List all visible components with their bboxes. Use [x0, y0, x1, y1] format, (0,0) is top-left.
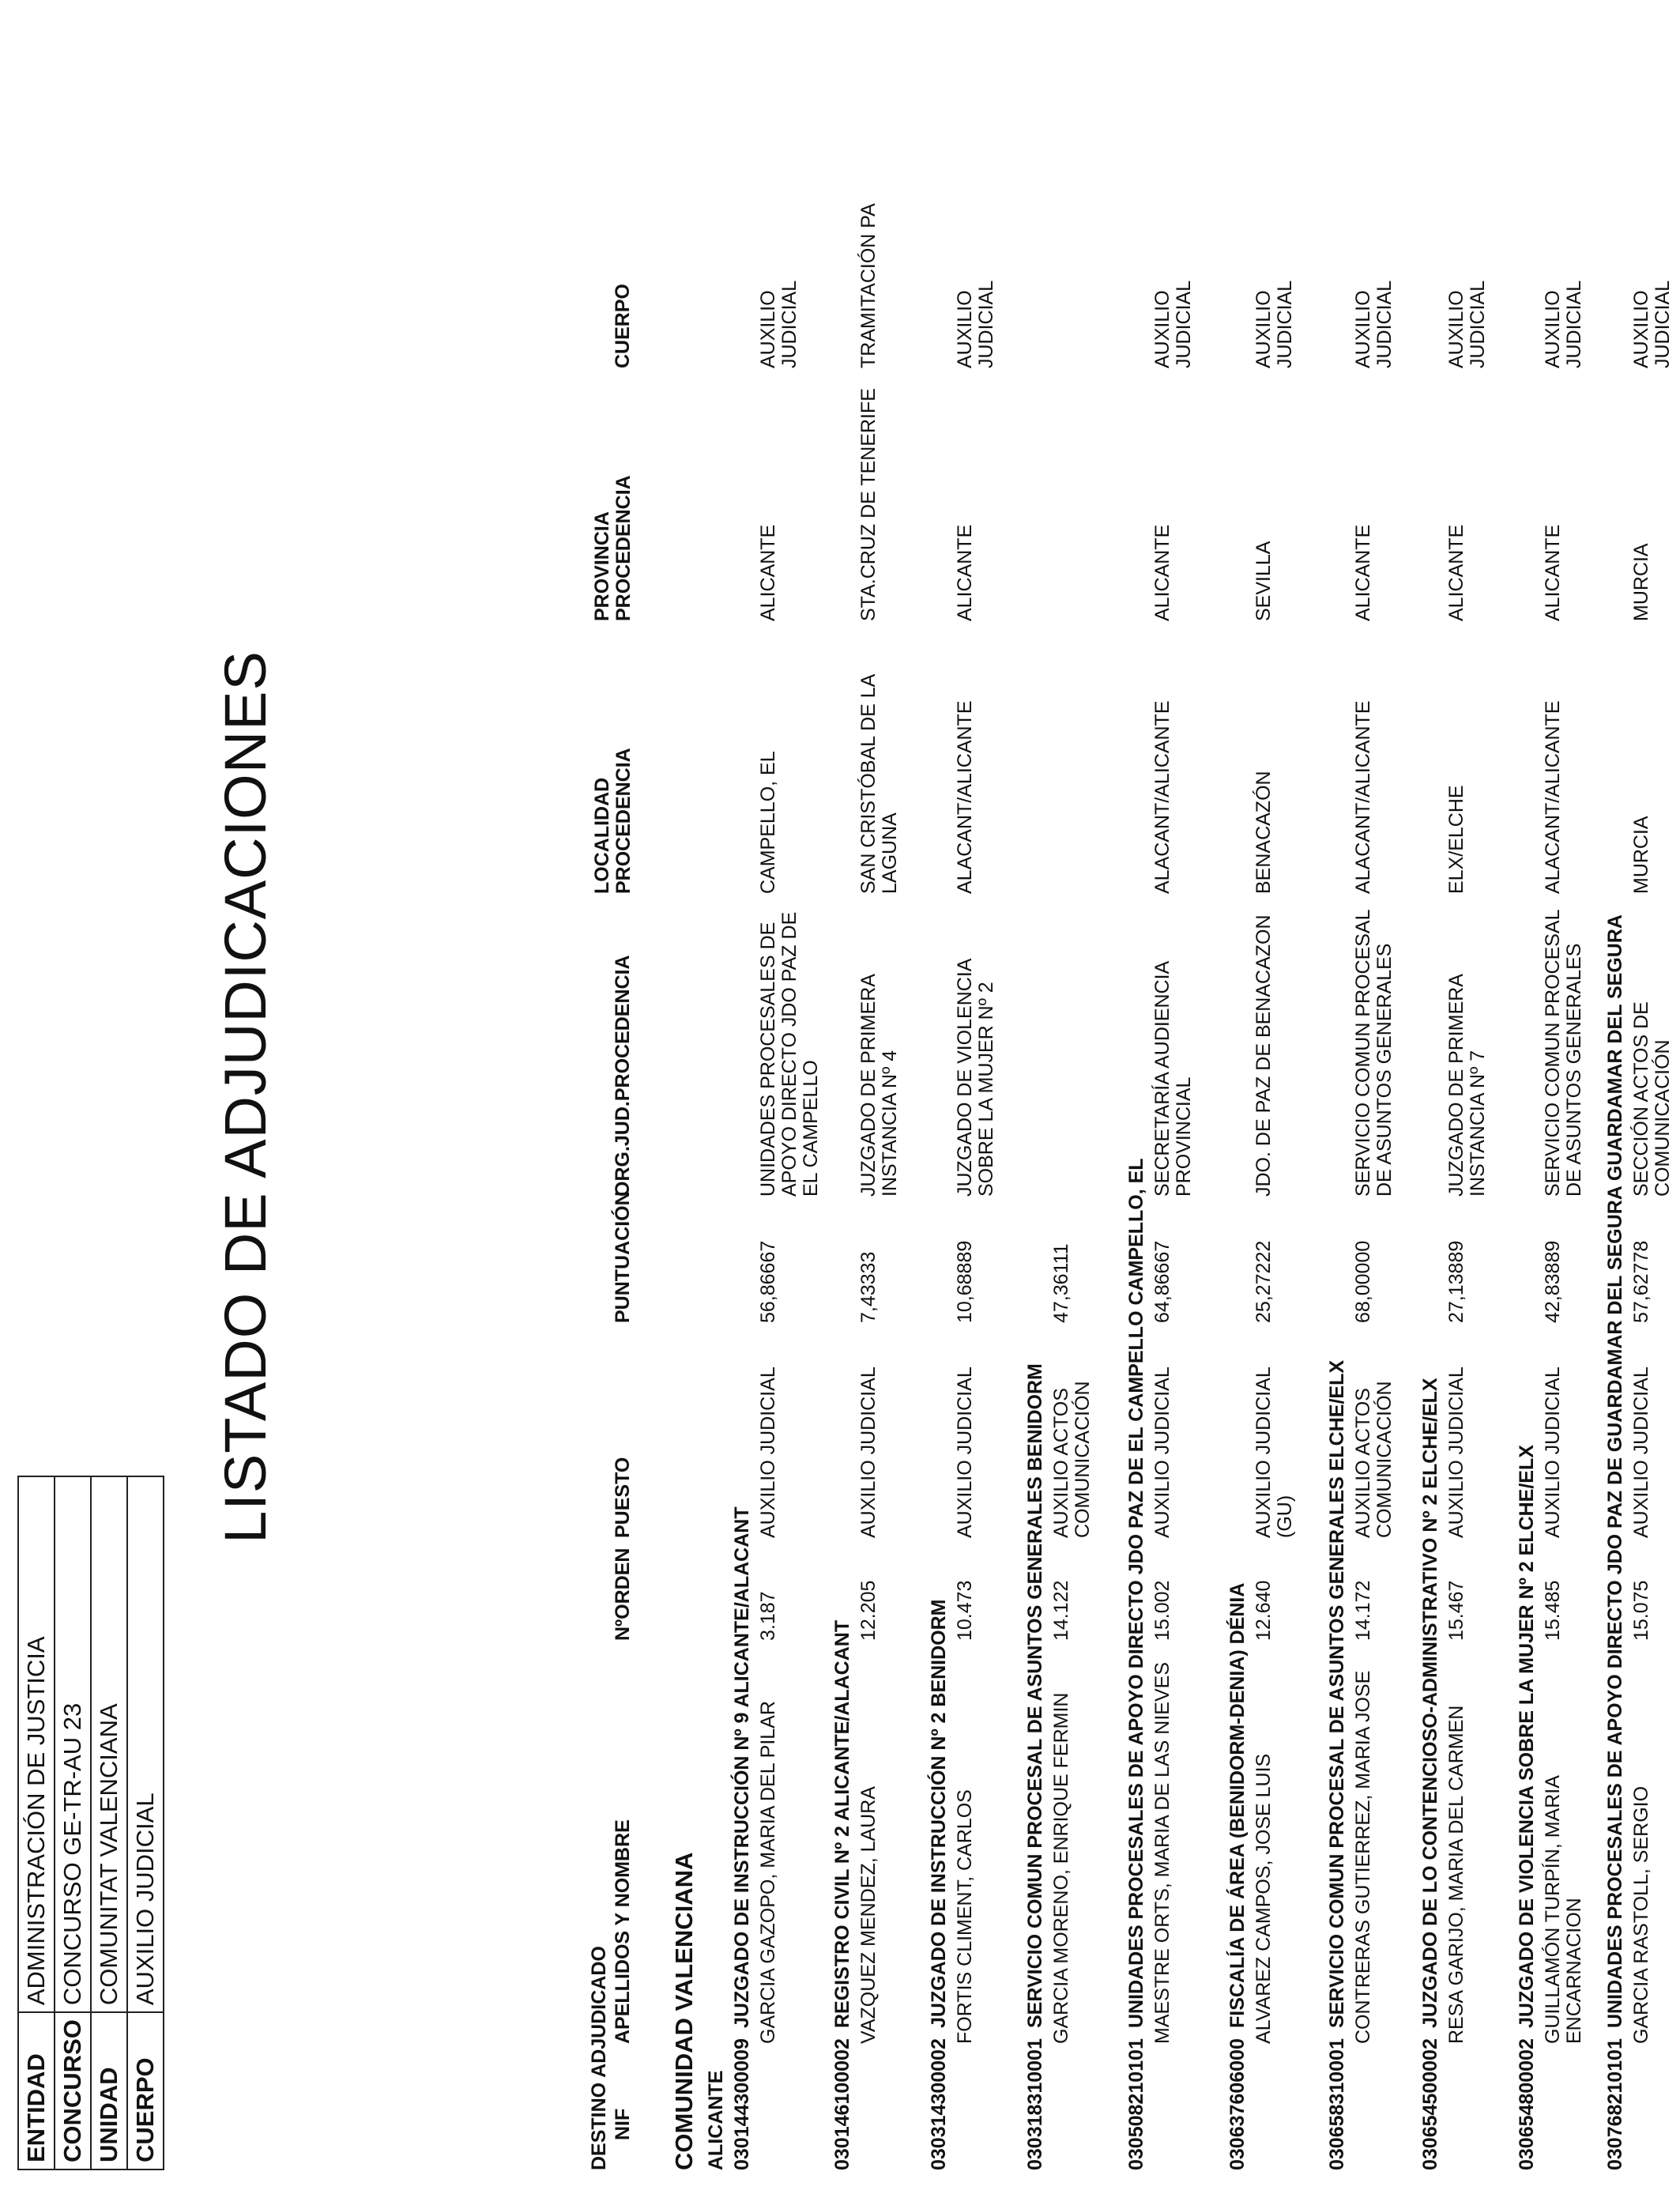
header-cuerpo: CUERPO — [612, 284, 634, 368]
header-destino: DESTINO ADJUDICADO — [588, 1946, 610, 2170]
destination-name: JUZGADO DE VIOLENCIA SOBRE LA MUJER Nº 2 ELCHE/ELX — [1516, 1445, 1538, 2028]
origin-province: STA.CRUZ DE TENERIFE — [857, 388, 880, 621]
score: 56,86667 — [757, 1240, 779, 1323]
origin-province: MURCIA — [1630, 543, 1652, 621]
post: AUXILIO JUDICIAL (GU) — [1252, 1367, 1296, 1538]
info-label: ENTIDAD — [18, 2012, 55, 2169]
origin-locality: SAN CRISTÓBAL DE LA LAGUNA — [857, 675, 901, 894]
header-norden: NºORDEN — [612, 1547, 634, 1641]
origin-locality: ALACANT/ALICANTE — [954, 700, 976, 894]
destination-name: SERVICIO COMUN PROCESAL DE ASUNTOS GENERALES ELCHE/ELX — [1326, 1359, 1348, 2028]
origin-locality: MURCIA — [1630, 816, 1652, 894]
header-provincia: PROVINCIA PROCEDENCIA — [591, 475, 635, 621]
order-number: 15.075 — [1630, 1580, 1652, 1641]
destination-heading — [928, 1600, 951, 2171]
origin-court: SERVICIO COMUN PROCESAL DE ASUNTOS GENERALES — [1542, 910, 1585, 1197]
applicant-name: FORTIS CLIMENT, CARLOS — [954, 1789, 976, 2044]
header-nif: NIF — [612, 2108, 634, 2140]
origin-province: ALICANTE — [757, 524, 779, 621]
destination-code: 030318310001 — [1024, 2038, 1046, 2170]
info-label: CUERPO — [127, 2012, 164, 2169]
order-number: 10.473 — [954, 1580, 976, 1641]
applicant-name: GARCIA GAZOPO, MARIA DEL PILAR — [757, 1701, 779, 2044]
origin-court: JDO. DE PAZ DE BENACAZON — [1252, 914, 1275, 1197]
header-apellidos: APELLIDOS Y NOMBRE — [612, 1819, 634, 2044]
destination-name: UNIDADES PROCESALES DE APOYO DIRECTO JDO PAZ DE GUARDAMAR DEL SEGURA GUARDAMAR DEL SEGURA — [1604, 914, 1626, 2028]
origin-province: ALICANTE — [1445, 524, 1467, 621]
destination-name: JUZGADO DE LO CONTENCIOSO-ADMINISTRATIVO Nº 2 ELCHE/ELX — [1419, 1378, 1441, 2028]
applicant-name: CONTRERAS GUTIERREZ, MARIA JOSE — [1352, 1670, 1374, 2044]
origin-province: SEVILLA — [1252, 541, 1275, 621]
applicant-name: GARCIA MORENO, ENRIQUE FERMIN — [1050, 1692, 1072, 2044]
info-row — [91, 1476, 127, 2169]
applicant-name: RESA GARIJO, MARIA DEL CARMEN — [1445, 1705, 1467, 2044]
destination-heading — [1604, 914, 1627, 2170]
destination-code: 030508210101 — [1125, 2038, 1147, 2170]
origin-locality: ELX/ELCHE — [1445, 785, 1467, 894]
order-number: 15.485 — [1542, 1580, 1564, 1641]
destination-code: 030768210101 — [1604, 2038, 1626, 2170]
header-puesto: PUESTO — [612, 1457, 634, 1538]
score: 68,00000 — [1352, 1240, 1374, 1323]
info-label: UNIDAD — [91, 2012, 127, 2169]
applicant-name: GUILLAMÓN TURPÍN, MARIA ENCARNACION — [1542, 1776, 1585, 2044]
score: 47,36111 — [1050, 1243, 1072, 1323]
info-value: AUXILIO JUDICIAL — [127, 1476, 164, 2012]
post: AUXILIO JUDICIAL — [857, 1367, 880, 1538]
destination-code: 030146100002 — [831, 2038, 853, 2170]
destination-heading — [1326, 1360, 1349, 2170]
origin-province: ALICANTE — [1352, 524, 1374, 621]
destination-heading — [731, 1506, 754, 2170]
origin-court: SECRETARÍA AUDIENCIA PROVINCIAL — [1151, 962, 1195, 1197]
score: 25,27222 — [1252, 1240, 1275, 1323]
body: AUXILIO JUDICIAL — [1151, 280, 1195, 368]
applicant-name: ALVAREZ CAMPOS, JOSE LUIS — [1252, 1753, 1275, 2044]
body: TRAMITACIÓN PA — [857, 203, 880, 368]
body: AUXILIO JUDICIAL — [1630, 280, 1674, 368]
post: AUXILIO JUDICIAL — [954, 1367, 976, 1538]
header-puntuacion: PUNTUACIÓN — [612, 1191, 634, 1323]
destination-heading — [1419, 1378, 1442, 2170]
order-number: 12.640 — [1252, 1580, 1275, 1641]
score: 7,43333 — [857, 1251, 880, 1323]
destination-heading — [1516, 1445, 1539, 2170]
post: AUXILIO JUDICIAL — [757, 1367, 779, 1538]
applicant-name: GARCIA RASTOLL, SERGIO — [1630, 1785, 1652, 2044]
info-value: COMUNITAT VALENCIANA — [91, 1476, 127, 2012]
destination-code: 030658310001 — [1326, 2038, 1348, 2170]
post: AUXILIO JUDICIAL — [1445, 1367, 1467, 1538]
region-heading: COMUNIDAD VALENCIANA — [670, 1852, 698, 2170]
info-value: CONCURSO GE-TR-AU 23 — [55, 1476, 91, 2012]
origin-province: ALICANTE — [1151, 524, 1173, 621]
score: 57,62778 — [1630, 1240, 1652, 1323]
origin-province: ALICANTE — [954, 524, 976, 621]
province-heading: ALICANTE — [705, 2070, 727, 2170]
destination-name: JUZGADO DE INSTRUCCIÓN Nº 9 ALICANTE/ALACANT — [731, 1506, 753, 2028]
origin-court: SECCIÓN ACTOS DE COMUNICACIÓN — [1630, 1001, 1674, 1197]
destination-name: FISCALÍA DE ÁREA (BENIDORM-DENIA) DÉNIA — [1226, 1582, 1249, 2028]
origin-court: JUZGADO DE VIOLENCIA SOBRE LA MUJER Nº 2 — [954, 959, 997, 1197]
header-org: ORG.JUD.PROCEDENCIA — [612, 955, 634, 1197]
score: 42,83889 — [1542, 1240, 1564, 1323]
origin-locality: BENACAZÓN — [1252, 771, 1275, 894]
order-number: 15.467 — [1445, 1580, 1467, 1641]
origin-locality: ALACANT/ALICANTE — [1151, 700, 1173, 894]
destination-code: 030144300009 — [731, 2038, 753, 2170]
origin-locality: ALACANT/ALICANTE — [1542, 700, 1564, 894]
post: AUXILIO JUDICIAL — [1630, 1367, 1652, 1538]
body: AUXILIO JUDICIAL — [1352, 280, 1396, 368]
header-localidad: LOCALIDAD PROCEDENCIA — [591, 748, 635, 894]
destination-name: UNIDADES PROCESALES DE APOYO DIRECTO JDO PAZ DE EL CAMPELLO CAMPELLO, EL — [1125, 1158, 1147, 2028]
post: AUXILIO JUDICIAL — [1542, 1367, 1564, 1538]
post: AUXILIO JUDICIAL — [1151, 1367, 1173, 1538]
body: AUXILIO JUDICIAL — [1445, 280, 1489, 368]
applicant-name: VAZQUEZ MENDEZ, LAURA — [857, 1786, 880, 2044]
post: AUXILIO ACTOS COMUNICACIÓN — [1050, 1381, 1094, 1538]
order-number: 3.187 — [757, 1591, 779, 1641]
body: AUXILIO JUDICIAL — [757, 280, 800, 368]
page-title: LISTADO DE ADJUDICACIONES — [213, 650, 278, 1544]
post: AUXILIO ACTOS COMUNICACIÓN — [1352, 1381, 1396, 1538]
destination-code: 030637606000 — [1226, 2038, 1249, 2170]
order-number: 12.205 — [857, 1580, 880, 1641]
info-value: ADMINISTRACIÓN DE JUSTICIA — [18, 1476, 55, 2012]
order-number: 15.002 — [1151, 1580, 1173, 1641]
score: 64,86667 — [1151, 1240, 1173, 1323]
score: 27,13889 — [1445, 1240, 1467, 1323]
body: AUXILIO JUDICIAL — [1252, 280, 1296, 368]
destination-heading — [1125, 1158, 1148, 2170]
order-number: 14.122 — [1050, 1580, 1072, 1641]
body: AUXILIO JUDICIAL — [1542, 280, 1585, 368]
order-number: 14.172 — [1352, 1580, 1374, 1641]
destination-heading — [1226, 1583, 1249, 2170]
score: 10,68889 — [954, 1240, 976, 1323]
info-row — [55, 1476, 91, 2169]
destination-heading — [831, 1620, 854, 2170]
origin-court: UNIDADES PROCESALES DE APOYO DIRECTO JDO PAZ DE EL CAMPELLO — [757, 911, 822, 1197]
origin-court: JUZGADO DE PRIMERA INSTANCIA Nº 4 — [857, 974, 901, 1197]
destination-name: REGISTRO CIVIL Nº 2 ALICANTE/ALACANT — [831, 1619, 853, 2028]
origin-court: SERVICIO COMUN PROCESAL DE ASUNTOS GENERALES — [1352, 910, 1396, 1197]
info-label: CONCURSO — [55, 2012, 91, 2169]
applicant-name: MAESTRE ORTS, MARIA DE LAS NIEVES — [1151, 1662, 1173, 2044]
destination-heading — [1024, 1363, 1047, 2170]
origin-province: ALICANTE — [1542, 524, 1564, 621]
destination-code: 030654800002 — [1516, 2038, 1538, 2170]
destination-name: SERVICIO COMUN PROCESAL DE ASUNTOS GENERALES BENIDORM — [1024, 1363, 1046, 2028]
origin-locality: CAMPELLO, EL — [757, 751, 779, 894]
info-table — [17, 1476, 164, 2170]
info-row — [127, 1476, 164, 2169]
destination-code: 030314300002 — [928, 2038, 950, 2170]
destination-code: 030654500002 — [1419, 2038, 1441, 2170]
info-row — [18, 1476, 55, 2169]
origin-locality: ALACANT/ALICANTE — [1352, 700, 1374, 894]
origin-court: JUZGADO DE PRIMERA INSTANCIA Nº 7 — [1445, 974, 1489, 1197]
body: AUXILIO JUDICIAL — [954, 280, 997, 368]
destination-name: JUZGADO DE INSTRUCCIÓN Nº 2 BENIDORM — [928, 1599, 950, 2028]
